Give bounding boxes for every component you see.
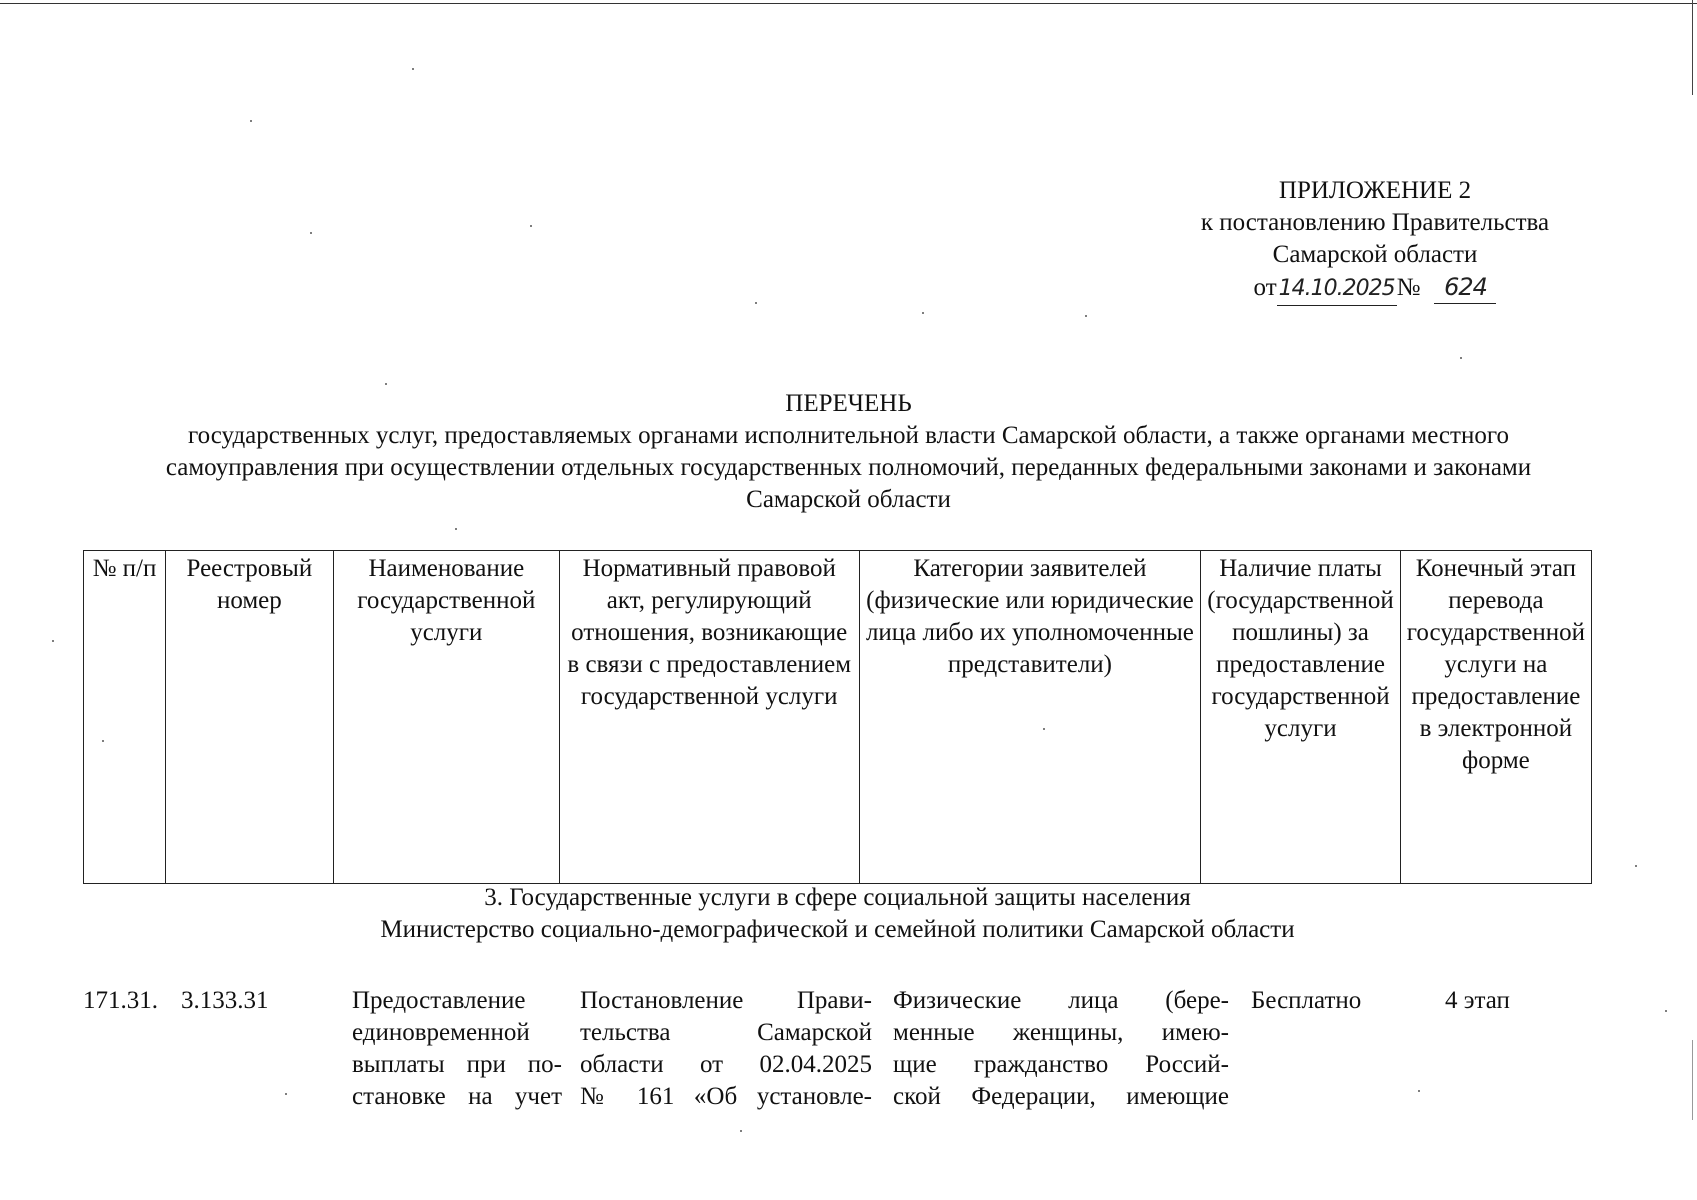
row-registry-number: 3.133.31	[181, 987, 269, 1014]
scan-speck	[285, 1093, 287, 1095]
scan-speck	[455, 528, 457, 530]
section-heading-block	[83, 882, 1592, 946]
category-line: Физические лица (бере-	[893, 987, 1229, 1014]
ministry-name: Министерство социально-демографической и семейной политики Самарской области	[380, 916, 1295, 943]
row-number: 171.31.	[83, 987, 158, 1014]
header-applicant-categories: Категории заявителей (физические или юридические лица либо их уполномоченные представители)	[859, 551, 1201, 884]
service-name-line: Предоставление	[352, 987, 526, 1014]
scan-speck	[530, 225, 532, 227]
scan-speck	[412, 68, 414, 70]
scan-speck	[1665, 1010, 1667, 1012]
scan-speck	[310, 232, 312, 234]
from-label: от	[1253, 274, 1277, 301]
scan-speck	[1085, 315, 1087, 317]
header-number: № п/п	[84, 551, 166, 884]
row-service-name	[352, 985, 562, 1113]
category-line: менные женщины, имею-	[893, 1019, 1229, 1046]
legal-act-line: Постановление Прави-	[580, 987, 872, 1014]
row-final-stage: 4 этап	[1445, 987, 1510, 1014]
appendix-line-2: Самарской области	[1272, 241, 1478, 268]
document-title: ПЕРЕЧЕНЬ	[785, 390, 912, 417]
appendix-title: ПРИЛОЖЕНИЕ 2	[1278, 177, 1472, 204]
scan-speck	[1460, 357, 1462, 359]
scan-speck	[755, 302, 757, 304]
top-scan-edge	[0, 3, 1697, 4]
header-fee: Наличие платы (государственной пошлины) за предоставление государственной услуги	[1201, 551, 1401, 884]
header-service-name: Наименование государственной услуги	[333, 551, 559, 884]
document-title-block	[100, 388, 1597, 516]
row-fee: Бесплатно	[1251, 987, 1362, 1014]
services-table-header	[83, 550, 1592, 884]
header-final-stage: Конечный этап перевода государственной услуги на предоставление в электронной форме	[1400, 551, 1591, 884]
row-applicant-categories	[893, 985, 1229, 1113]
handwritten-number: 624	[1434, 271, 1496, 304]
header-legal-act: Нормативный правовой акт, регулирующий отношения, возникающие в связи с предоставлением государственной услуги	[559, 551, 859, 884]
scan-speck	[1043, 728, 1045, 730]
right-scan-edge-lower	[1692, 1040, 1693, 1120]
legal-act-line: области от 02.04.2025	[580, 1051, 872, 1078]
service-name-line: становке на учет	[352, 1083, 562, 1110]
scan-speck	[1418, 1090, 1420, 1092]
scan-speck	[922, 312, 924, 314]
scan-speck	[250, 120, 252, 122]
scan-speck	[385, 383, 387, 385]
document-subtitle: государственных услуг, предоставляемых органами исполнительной власти Самарской области, а также органами местного самоуправления при осуществлении отдельных государственных полномочий, переданных федеральными законами и законами Самарской области	[165, 422, 1532, 513]
appendix-block	[1150, 175, 1600, 306]
appendix-line-1: к постановлению Правительства	[1200, 209, 1550, 236]
table-header-row	[84, 551, 1592, 884]
scan-speck	[740, 1130, 742, 1132]
right-scan-edge	[1692, 0, 1693, 95]
number-label: №	[1396, 274, 1421, 301]
legal-act-line: № 161 «Об установле-	[580, 1083, 872, 1110]
scan-speck	[52, 640, 54, 642]
category-line: ской Федерации, имеющие	[893, 1083, 1229, 1110]
header-registry-number: Реестровый номер	[165, 551, 333, 884]
service-name-line: единовременной	[352, 1019, 530, 1046]
category-line: щие гражданство Россий-	[893, 1051, 1229, 1078]
legal-act-line: тельства Самарской	[580, 1019, 872, 1046]
scan-speck	[1635, 865, 1637, 867]
scan-speck	[102, 740, 104, 742]
appendix-date-number	[1254, 271, 1497, 306]
handwritten-date: 14.10.2025	[1277, 273, 1397, 306]
service-name-line: выплаты при по-	[352, 1051, 562, 1078]
row-legal-act	[580, 985, 872, 1113]
section-heading: 3. Государственные услуги в сфере социальной защиты населения	[484, 884, 1191, 911]
